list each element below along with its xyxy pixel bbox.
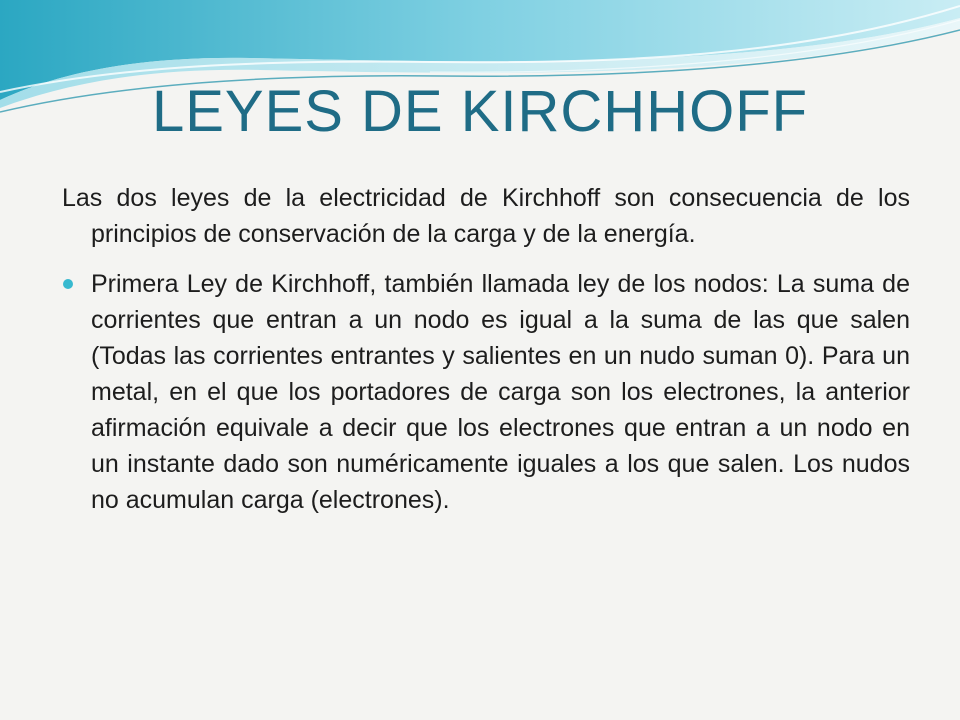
slide-body	[62, 180, 910, 518]
intro-paragraph: Las dos leyes de la electricidad de Kirchhoff son consecuencia de los principios de conservación de la carga y de la energía.	[62, 184, 910, 248]
slide-title: LEYES DE KIRCHHOFF	[151, 79, 809, 144]
bullet-dot-icon	[63, 279, 73, 289]
bullet-item	[62, 266, 910, 518]
bullet-text: Primera Ley de Kirchhoff, también llamada ley de los nodos: La suma de corrientes que entran a un nodo es igual a la suma de las que salen (Todas las corrientes entrantes y salientes en un nudo suman 0). Para un metal, en el que los portadores de carga son los electrones, la anterior afirmación equivale a decir que los electrones que entran a un nodo en un instante dado son numéricamente iguales a los que salen. Los nudos no acumulan carga (electrones).	[91, 270, 910, 514]
